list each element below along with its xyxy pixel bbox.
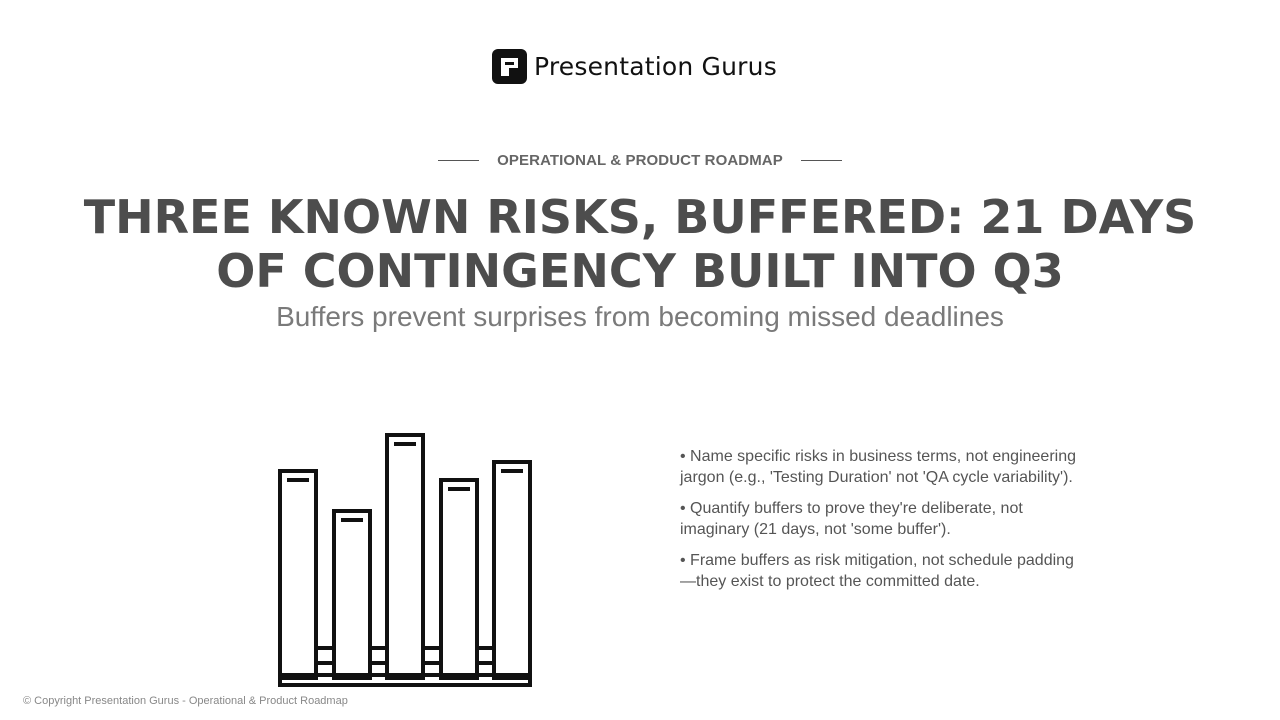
column-1 [280, 471, 316, 678]
column-3 [387, 435, 423, 678]
presentation-gurus-logo-icon [492, 49, 527, 84]
bullet-item: • Quantify buffers to prove they're deliberate, not imaginary (21 days, not 'some buffer'). [680, 500, 1023, 538]
eyebrow-rule-right [801, 160, 842, 161]
brand-logo [492, 47, 777, 85]
eyebrow [0, 152, 1280, 169]
bullet-item: • Name specific risks in business terms, not engineering jargon (e.g., 'Testing Duration' not 'QA cycle variability'). [680, 448, 1076, 486]
slide-title: THREE KNOWN RISKS, BUFFERED: 21 DAYS OF CONTINGENCY BUILT INTO Q3 [83, 190, 1197, 298]
bullet-item: • Frame buffers as risk mitigation, not schedule padding—they exist to protect the committed date. [680, 552, 1074, 590]
brand-name: Presentation Gurus [534, 51, 777, 81]
column-4 [441, 480, 477, 678]
footer-copyright: © Copyright Presentation Gurus - Operational & Product Roadmap [23, 695, 348, 707]
eyebrow-rule-left [438, 160, 479, 161]
eyebrow-text: OPERATIONAL & PRODUCT ROADMAP [497, 152, 783, 169]
column-2 [334, 511, 370, 678]
column-5 [494, 462, 530, 678]
slide-subtitle: Buffers prevent surprises from becoming missed deadlines [276, 301, 1004, 332]
bar-columns-icon [275, 430, 535, 690]
bullet-list [680, 446, 1080, 602]
